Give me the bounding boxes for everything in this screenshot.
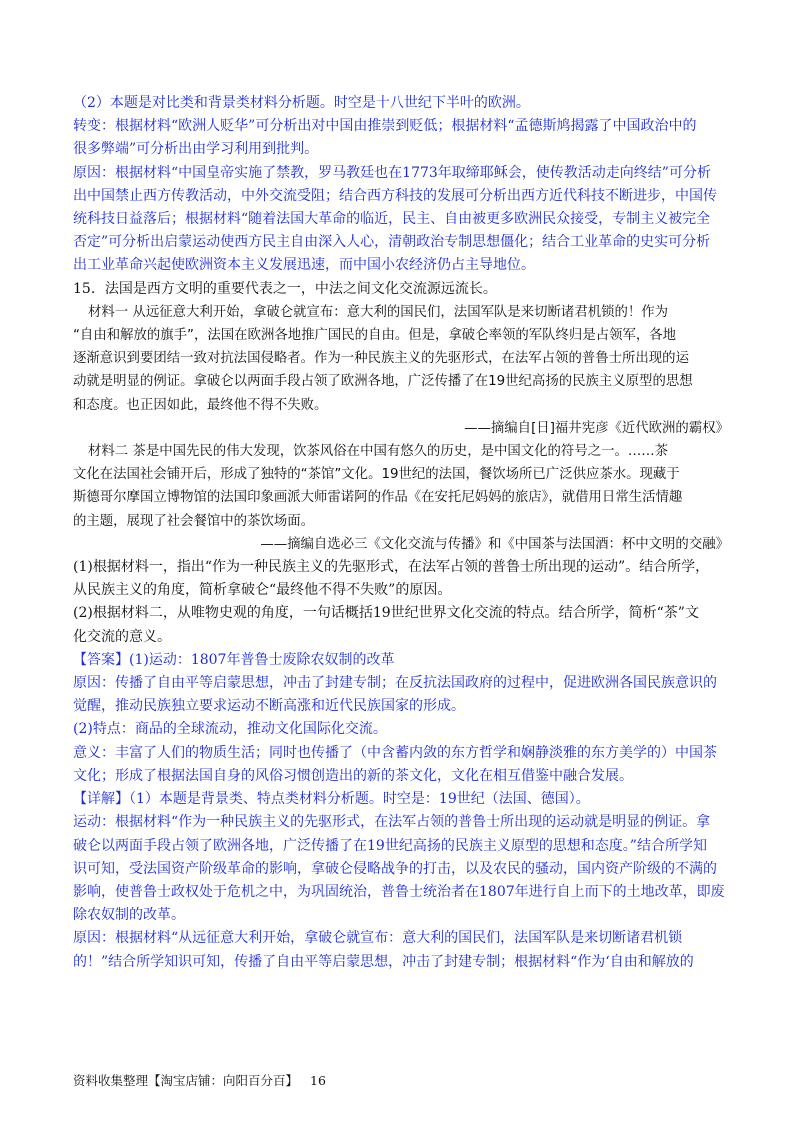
material-line: 斯德哥尔摩国立博物馆的法国印象画派大师雷诺阿的作品《在安托尼妈妈的旅店》，就借用日常生活情趣 bbox=[73, 490, 683, 506]
material-line: 文化在法国社会铺开后，形成了独特的“茶馆”文化。19世纪的法国，餐饮场所已广泛供应茶水。现藏于 bbox=[73, 467, 680, 483]
previous-answer-block bbox=[73, 92, 729, 278]
answer-block bbox=[73, 649, 729, 788]
sub-question-line: (2)根据材料二，从唯物史观的角度，一句话概括19世纪世界文化交流的特点。结合所学，简析“茶”文 bbox=[73, 605, 699, 622]
detail-text: （1）本题是背景类、特点类材料分析题。时空是：19世纪（法国、德国）。 bbox=[129, 791, 590, 808]
text-line: 出中国禁止西方传教活动，中外交流受阻；结合西方科技的发展可分析出西方近代科技不断进步，中国传 bbox=[73, 187, 717, 204]
detail-tag: 【详解】 bbox=[73, 791, 129, 808]
detail-block bbox=[73, 788, 729, 974]
detail-line: 除农奴制的改革。 bbox=[73, 907, 185, 924]
material-line: 动就是明显的例证。拿破仑以两面手段占领了欧洲各地，广泛传播了在19世纪高扬的民族主义原型的思想 bbox=[73, 374, 693, 390]
answer-line: 原因：传播了自由平等启蒙思想，冲击了封建专制；在反抗法国政府的过程中，促进欧洲各国民族意识的 bbox=[73, 675, 717, 692]
text-line: 很多弊端”可分析出由学习利用到批判。 bbox=[73, 141, 319, 158]
sub-question-line: 从民族主义的角度，简析拿破仑“最终他不得不失败”的原因。 bbox=[73, 582, 452, 599]
answer-first-line bbox=[73, 649, 729, 672]
sub-question-line: 化交流的意义。 bbox=[73, 628, 171, 645]
question-15 bbox=[73, 278, 729, 649]
sub-questions bbox=[73, 556, 729, 649]
material-one bbox=[73, 301, 729, 440]
page-footer bbox=[73, 1071, 338, 1089]
detail-line: 影响，使普鲁士政权处于危机之中，为巩固统治，普鲁士统治者在1807年进行自上而下的土地改革，即废 bbox=[73, 883, 725, 900]
answer-line: 意义：丰富了人们的物质生活；同时也传播了（中含蓄内敛的东方哲学和娴静淡雅的东方美学的）中国茶 bbox=[73, 744, 717, 761]
sub-question-line: (1)根据材料一，指出“作为一种民族主义的先驱形式，在法军占领的普鲁士所出现的运动”。结合所学， bbox=[73, 559, 710, 576]
text-line: 否定”可分析出启蒙运动使西方民主自由深入人心，清朝政治专制思想僵化；结合工业革命的史实可分析 bbox=[73, 234, 711, 251]
text-line: 转变：根据材料“欧洲人贬华”可分析出对中国由推崇到贬低；根据材料“孟德斯鸠揭露了中国政治中的 bbox=[73, 118, 697, 135]
text-line: 统科技日益落后；根据材料“随着法国大革命的临近，民主、自由被更多欧洲民众接受，专制主义被完全 bbox=[73, 211, 711, 228]
text-line: 出工业革命兴起使欧洲资本主义发展迅速，而中国小农经济仍占主导地位。 bbox=[73, 257, 535, 274]
material-line: 的主题，展现了社会餐馆中的茶饮场面。 bbox=[73, 513, 315, 529]
answer-text: (1)运动：1807年普鲁士废除农奴制的改革 bbox=[129, 651, 395, 668]
material-source: ——摘编自[日]福井宪彦《近代欧洲的霸权》 bbox=[464, 420, 729, 436]
detail-first-line bbox=[73, 788, 729, 811]
footer-text: 资料收集整理【淘宝店铺：向阳百分百】 bbox=[73, 1073, 299, 1088]
text-line: 原因：根据材料“中国皇帝实施了禁教，罗马教廷也在1773年取缔耶稣会，使传教活动走向终结”可分析 bbox=[73, 164, 711, 181]
material-line: 和态度。也正因如此，最终他不得不失败。 bbox=[73, 397, 328, 413]
material-line: 材料二 茶是中国先民的伟大发现，饮茶风俗在中国有悠久的历史，是中国文化的符号之一。……茶 bbox=[88, 444, 669, 460]
material-two bbox=[73, 440, 729, 556]
text-line: （2）本题是对比类和背景类材料分析题。时空是十八世纪下半叶的欧洲。 bbox=[73, 95, 530, 111]
detail-line: 运动：根据材料“作为一种民族主义的先驱形式，在法军占领的普鲁士所出现的运动就是明显的例证。拿 bbox=[73, 814, 711, 831]
answer-tag: 【答案】 bbox=[73, 651, 129, 668]
detail-line: 的！”结合所学知识可知，传播了自由平等启蒙思想，冲击了封建专制；根据材料“作为‘自由和解放的 bbox=[73, 953, 694, 970]
detail-line: 识可知，受法国资产阶级革命的影响，拿破仑侵略战争的打击，以及农民的骚动，国内资产阶级的不满的 bbox=[73, 860, 717, 877]
material-line: “自由和解放的旗手”，法国在欧洲各地推广国民的自由。但是，拿破仑率领的军队终归是占领军，各地 bbox=[73, 328, 677, 344]
page-number: 16 bbox=[310, 1073, 326, 1088]
material-source: ——摘编自选必三《文化交流与传播》和《中国茶与法国酒：杯中文明的交融》 bbox=[260, 536, 729, 552]
detail-line: 原因：根据材料“从远征意大利开始，拿破仑就宣布：意大利的国民们，法国军队是来切断诸君机锁 bbox=[73, 930, 683, 947]
answer-line: (2)特点：商品的全球流动，推动文化国际化交流。 bbox=[73, 721, 387, 738]
answer-line: 文化；形成了根据法国自身的风俗习惯创造出的新的茶文化，文化在相互借鉴中融合发展。 bbox=[73, 767, 633, 784]
material-line: 材料一 从远征意大利开始，拿破仑就宣布：意大利的国民们，法国军队是来切断诸君机锁的！作为 bbox=[88, 304, 669, 320]
answer-line: 觉醒，推动民族独立要求运动不断高涨和近代民族国家的形成。 bbox=[73, 698, 465, 715]
question-stem: 15．法国是西方文明的重要代表之一，中法之间文化交流源远流长。 bbox=[73, 280, 497, 297]
document-page bbox=[73, 92, 729, 974]
detail-line: 破仑以两面手段占领了欧洲各地，广泛传播了在19世纪高扬的民族主义原型的思想和态度。”结合所学知 bbox=[73, 837, 707, 854]
material-line: 逐渐意识到要团结一致对抗法国侵略者。作为一种民族主义的先驱形式，在法军占领的普鲁士所出现的运 bbox=[73, 351, 689, 367]
